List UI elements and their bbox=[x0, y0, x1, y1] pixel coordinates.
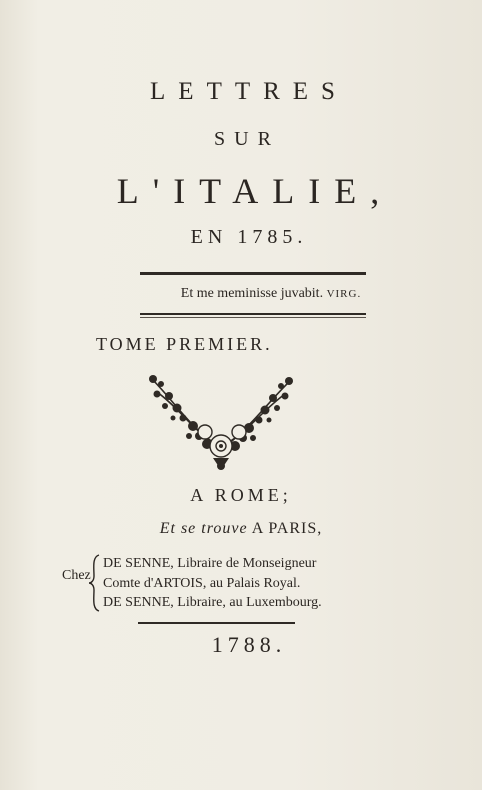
year-rule bbox=[138, 622, 295, 624]
bottom-rule bbox=[140, 313, 366, 315]
imprint-trouve bbox=[0, 520, 482, 538]
address-line-1: DE SENNE, Libraire de Monseigneur bbox=[103, 556, 317, 571]
title-line-sur: SUR bbox=[214, 128, 280, 150]
trouve-paris: A PARIS, bbox=[251, 520, 323, 537]
epigraph-text: Et me meminisse juvabit. bbox=[180, 286, 324, 301]
curly-brace-icon bbox=[88, 554, 100, 612]
title-line-year: EN 1785. bbox=[190, 226, 308, 248]
title-line-lettres: LETTRES bbox=[150, 78, 348, 105]
top-rule bbox=[140, 272, 366, 275]
publication-year: 1788. bbox=[211, 632, 287, 657]
imprint-place: A ROME; bbox=[190, 485, 292, 505]
address-line-2: Comte d'ARTOIS, au Palais Royal. bbox=[103, 576, 301, 591]
title-line-italie: L'ITALIE, bbox=[116, 171, 394, 211]
epigraph bbox=[0, 286, 482, 302]
address-line-3: DE SENNE, Libraire, au Luxembourg. bbox=[103, 595, 322, 610]
trouve-italic: Et se trouve bbox=[159, 520, 248, 537]
floral-garland-ornament bbox=[143, 370, 299, 474]
bottom-rule-thin bbox=[140, 317, 366, 318]
epigraph-author: VIRG. bbox=[326, 288, 362, 300]
volume-label: TOME PREMIER. bbox=[96, 334, 273, 354]
chez-label: Chez bbox=[62, 568, 91, 583]
